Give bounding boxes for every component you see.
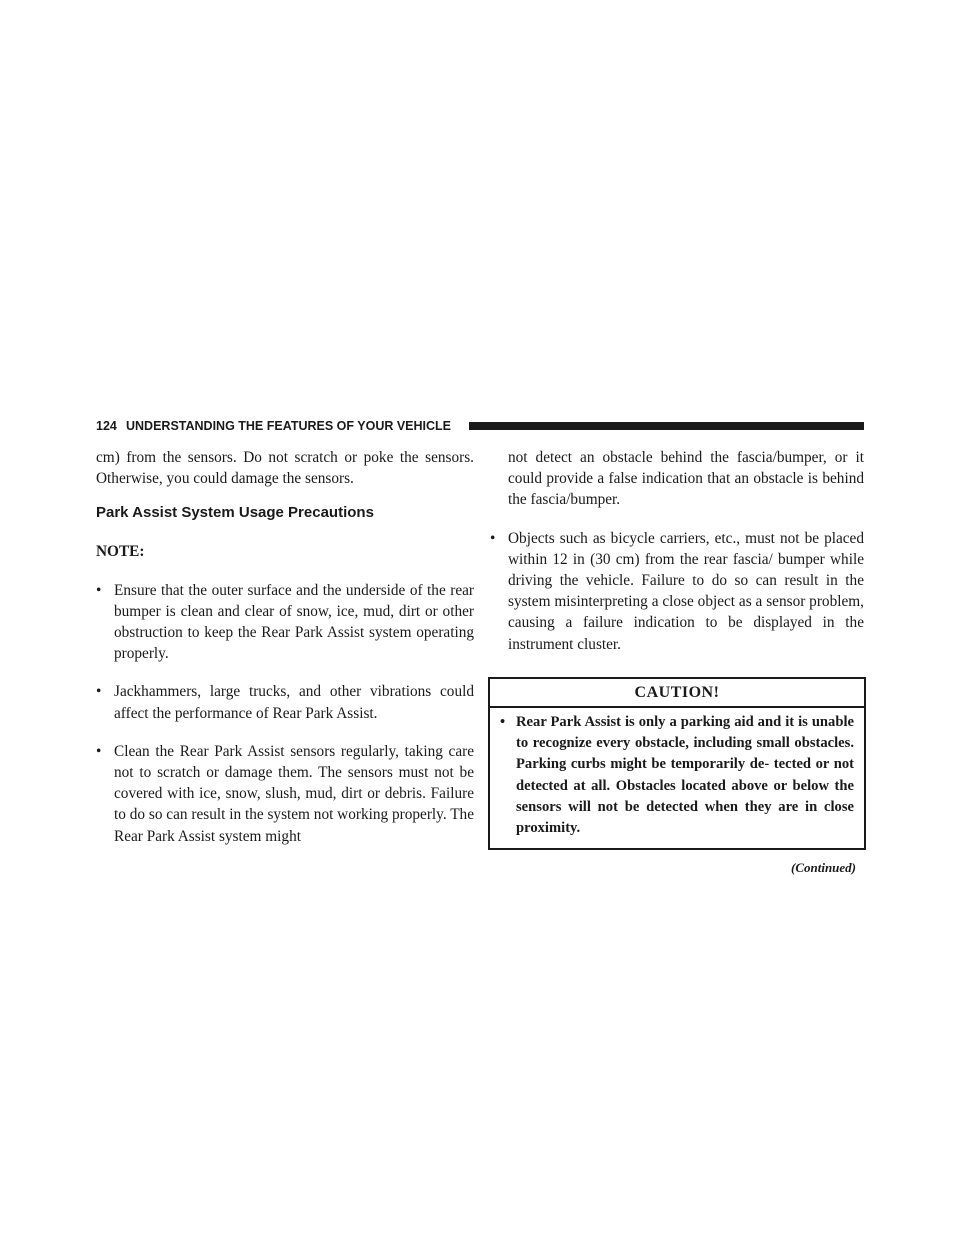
section-title: UNDERSTANDING THE FEATURES OF YOUR VEHICLE (126, 419, 452, 433)
list-item (96, 741, 474, 847)
right-column (490, 447, 864, 878)
precautions-list (96, 580, 474, 847)
precautions-list-continued (490, 528, 864, 655)
note-label: NOTE: (96, 543, 145, 561)
bullet-icon: • (96, 683, 102, 701)
left-column (96, 447, 474, 847)
caution-item (500, 712, 854, 840)
continuation-paragraph: not detect an obstacle behind the fascia/bumper, or it could provide a false indication that an obstacle is behind the fascia/bumper. (508, 449, 864, 509)
list-item-text: Jackhammers, large trucks, and other vibrations could affect the performance of Rear Park Assist. (114, 683, 474, 722)
caution-body (490, 708, 864, 848)
caution-item-text: Rear Park Assist is only a parking aid and it is unable to recognize every obstacle, including small obstacles. Parking curbs might be temporarily de- tected or not detected at all. Obstacles located above or below the sensors will not be detected when they are in close proximity. (516, 713, 854, 837)
list-item (96, 580, 474, 665)
list-item (96, 681, 474, 723)
intro-paragraph: cm) from the sensors. Do not scratch or poke the sensors. Otherwise, you could damage the sensors. (96, 449, 474, 488)
bullet-icon: • (96, 742, 102, 760)
page-number: 124 (96, 419, 117, 433)
page-header (96, 419, 864, 434)
caution-title: CAUTION! (490, 679, 864, 708)
bullet-icon: • (500, 713, 506, 730)
section-heading: Park Assist System Usage Precautions (96, 504, 374, 522)
header-rule (469, 422, 864, 430)
bullet-icon: • (96, 581, 102, 599)
continued-label: (Continued) (790, 859, 856, 875)
caution-box (488, 677, 866, 850)
list-item-text: Clean the Rear Park Assist sensors regularly, taking care not to scratch or damage them. The sensors must not be covered with ice, snow, slush, mud, dirt or debris. Failure to do so can result in the system not working properly. The Rear Park Assist system might (114, 742, 474, 845)
bullet-icon: • (490, 529, 496, 547)
list-item-text: Ensure that the outer surface and the underside of the rear bumper is clean and clear of snow, ice, mud, dirt or other obstruction to keep the Rear Park Assist system operating properly. (114, 581, 474, 663)
list-item-text: Objects such as bicycle carriers, etc., must not be placed within 12 in (30 cm) from the rear fascia/ bumper while driving the vehicle. Failure to do so can result in the system misinterpreting a close object as a sensor problem, causing a failure indication to be displayed in the instrument cluster. (508, 529, 864, 653)
list-item (490, 528, 864, 655)
